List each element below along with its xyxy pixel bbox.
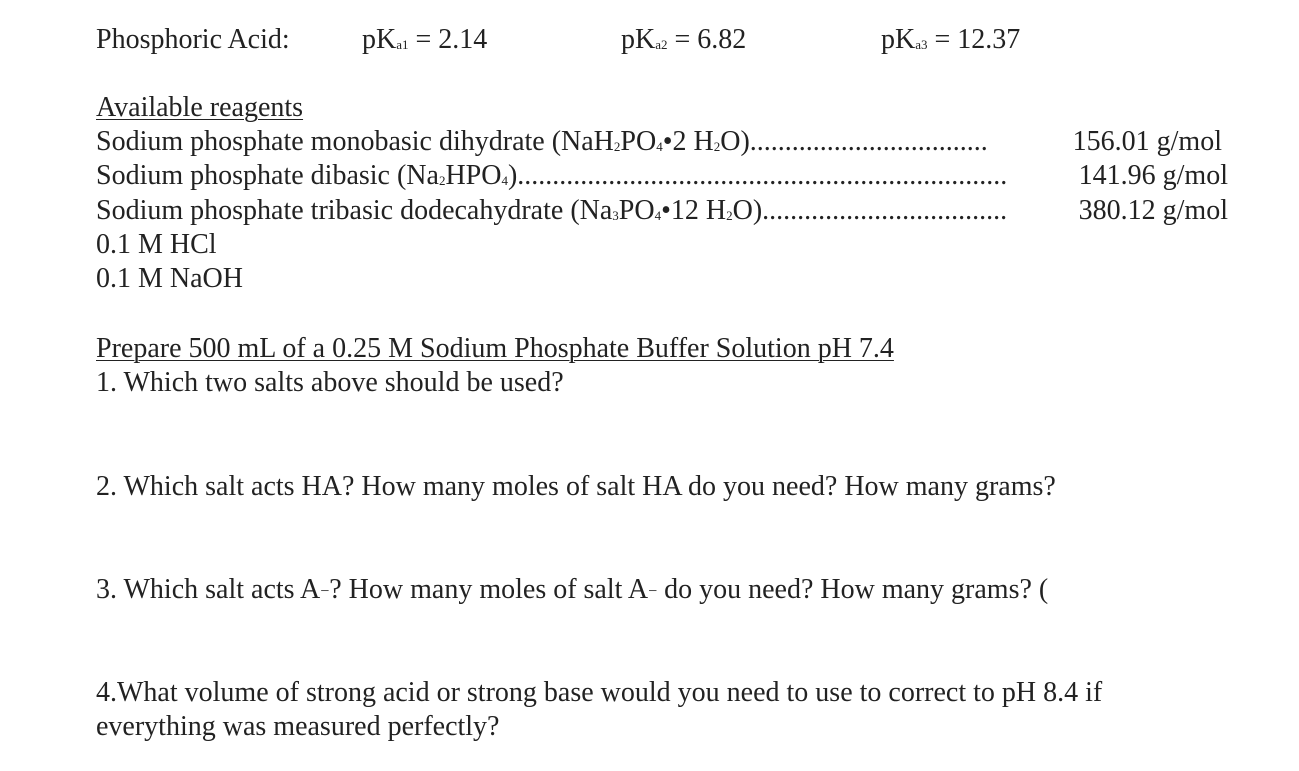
- pka1-prefix: pK: [362, 24, 397, 55]
- question-4-line1: 4.What volume of strong acid or strong base would you need to use to correct to pH 8.4 if: [96, 677, 1103, 708]
- reagent-name: Sodium phosphate tribasic dodecahydrate ($Na_3PO_4•12$ $H_2O$)...................................: [96, 195, 1008, 226]
- pka3-prefix: pK: [881, 24, 916, 55]
- pka2-value: = 6.82: [667, 24, 747, 55]
- molar-mass: 156.01 g/mol: [1072, 126, 1222, 157]
- pka3-value: = 12.37: [927, 24, 1021, 55]
- pka1-value: = 2.14: [408, 24, 488, 55]
- molar-mass: 380.12 g/mol: [1078, 195, 1228, 226]
- pka1-sub: a1: [396, 37, 409, 52]
- question-1: 1. Which two salts above should be used?: [96, 367, 564, 398]
- reagent-name: Sodium phosphate monobasic dihydrate ($NaH_2PO_4•2$ $H_2O$)..................................: [96, 126, 988, 157]
- reagent-hcl: 0.1 M HCl: [96, 229, 217, 260]
- reagent-tribasic: [96, 197, 1228, 231]
- question-2: 2. Which salt acts HA? How many moles of salt HA do you need? How many grams?: [96, 471, 1056, 502]
- pka2-prefix: pK: [621, 24, 656, 55]
- phosphoric-acid-label: Phosphoric Acid:: [96, 24, 290, 55]
- pka2-sub: a2: [655, 37, 668, 52]
- pka3-sub: a3: [915, 37, 928, 52]
- question-3: 3. Which salt acts A−? How many moles of salt A− do you need? How many grams? (: [96, 574, 1049, 605]
- reagents-heading: Available reagents: [96, 92, 304, 123]
- pka1: [362, 26, 487, 54]
- task-heading: Prepare 500 mL of a 0.25 M Sodium Phosphate Buffer Solution pH 7.4: [96, 333, 894, 364]
- reagent-name: Sodium phosphate dibasic $(Na_2HPO_4)$......................................................................: [96, 160, 1008, 191]
- leader-dots: ..................................: [749, 126, 988, 157]
- pka2: [621, 26, 746, 54]
- reagent-monobasic: [96, 128, 1228, 162]
- reagent-naoh: 0.1 M NaOH: [96, 263, 243, 294]
- question-4-line2: everything was measured perfectly?: [96, 711, 500, 742]
- leader-dots: ...................................: [762, 195, 1008, 226]
- leader-dots: ......................................................................: [517, 160, 1008, 191]
- pka3: [881, 26, 1020, 54]
- molar-mass: 141.96 g/mol: [1078, 160, 1228, 191]
- reagent-dibasic: [96, 162, 1228, 196]
